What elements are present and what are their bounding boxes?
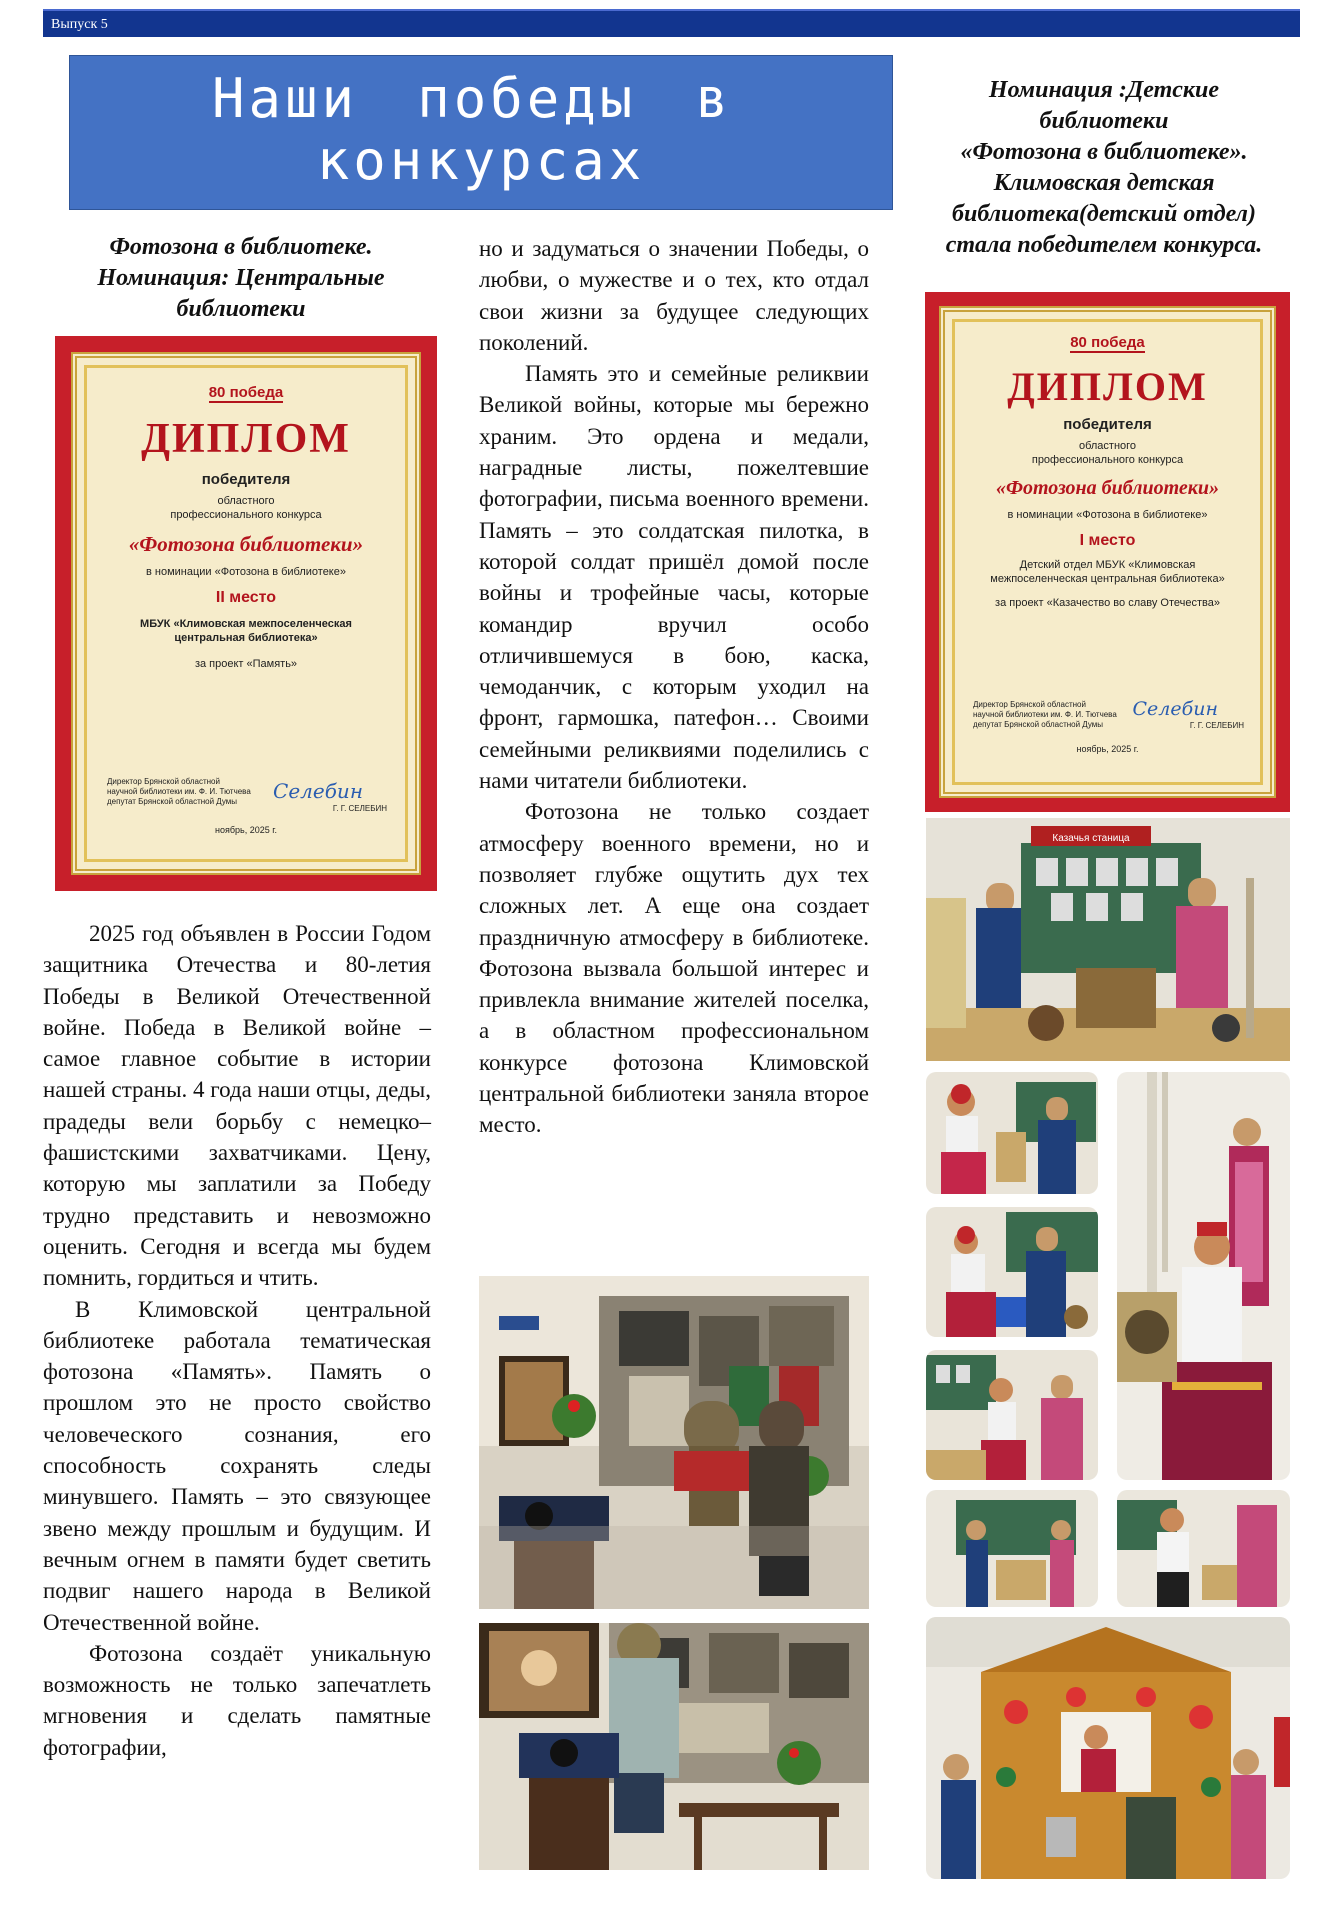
victory-80-emblem: 80 победа [208,384,284,401]
right-nomination-caption: Номинация :Детские библиотеки «Фотозона в библиотеке». Климовская детская библиотека(детский отдел) стала победителем конкурса. [945,77,1263,258]
article-column-1 [43,918,431,1763]
photo-cossack-small-1 [926,1072,1098,1194]
cossack-banner-text: Казачья станица [1052,833,1130,844]
diploma-first-place-frame: 80 победа ДИПЛОМ победителя областного профессионального конкурса «Фотозона библиотеки» в номинации «Фотозона в библиотеке» I место Детский отдел МБУК «Климовская межпоселенческая центральная библиотека» за проект «Казачество во славу Отечества» Директор Брянской областной научной библиотеки им. Ф. И. Тютчева депутат Брянской областной Думы Селебин Г. Г. СЕЛЕБИН ноябрь, 2025 г. [939,306,1276,798]
diploma-place: I место [1079,532,1136,549]
diploma-first-place [925,292,1290,812]
paragraph: но и задуматься о значении Победы, о любви, о мужестве и о тех, кто отдал свои жизни за будущее следующих поколений. [479,236,869,355]
issue-header-bar [43,9,1300,37]
victory-80-emblem: 80 победа [1070,334,1145,351]
title-line-1: Наши победы в [212,67,732,130]
photo-memory-zone-accordion [479,1276,869,1609]
diploma-heading: ДИПЛОМ [141,416,351,462]
photo-cossack-small-5 [1117,1490,1290,1607]
photo-cossack-girl-tall [1117,1072,1290,1480]
diploma-second-place-frame: 80 победа ДИПЛОМ победителя областного профессионального конкурса «Фотозона библиотеки» в номинации «Фотозона в библиотеке» II место МБУК «Климовская межпоселенческая центральная библиотека» за проект «Память» Директор Брянской областной научной библиотеки им. Ф. И. Тютчева депутат Брянской областной Думы Селебин Г. Г. СЕЛЕБИН ноябрь, 2025 г. [71,352,421,875]
director-block: Директор Брянской областной научной библиотеки им. Ф. И. Тютчева депутат Брянской областной Думы [107,777,251,806]
photo-cossack-small-2 [926,1207,1098,1337]
diploma-second-place [55,336,437,891]
left-nomination-caption: Фотозона в библиотеке. Номинация: Центральные библиотеки [97,234,385,322]
paragraph: Фотозона создаёт уникальную возможность не только запечатлеть мгновения и сделать памятные фотографии, [43,1640,431,1760]
photo-cossack-small-4 [926,1490,1098,1607]
signature: Селебин [273,779,363,803]
photo-memory-zone-gramophone [479,1623,869,1870]
signature: Селебин [1132,698,1218,720]
paragraph: В Климовской центральной библиотеке работала тематическая фотозона «Память». Память о прошлом это не просто свойство человеческого сознания, его способность сохранять следы минувшего. Память – это связующее звено между прошлым и будущим. И вечным огнем в памяти будет светить подвиг нашего народа в Великой Отечественной войне. [43,1296,431,1635]
paragraph: Память это и семейные реликвии Великой войны, которые мы бережно храним. Это ордена и медали, наградные листы, пожелтевшие фотографии, письма военного времени. Память – это солдатская пилотка, в которой солдат пришёл домой после войны и трофейные часы, которые командир вручил особо отличившемуся в бою, каска, чемоданчик, с которым уходил на фронт, гармошка, патефон… Своими семейными реликвиями поделились с нами читатели библиотеки. [479,361,869,794]
photo-cossack-hut [926,1617,1290,1879]
issue-number: Выпуск 5 [51,17,108,32]
diploma-heading: ДИПЛОМ [1007,364,1208,409]
page-title [69,55,893,210]
paragraph: Фотозона не только создает атмосферу военного времени, но и позволяет глубже ощутить дух тех сложных лет. А еще она создает праздничную атмосферу в библиотеке. Фотозона вызвала большой интерес и привлекла внимание жителей поселка, а в областном профессиональном конкурсе фотозона Климовской центральной библиотеки заняла второе место. [479,799,869,1138]
title-line-2: конкурсах [316,129,646,192]
article-column-2 [479,233,869,1141]
photo-cossack-small-3 [926,1350,1098,1480]
paragraph: 2025 год объявлен в России Годом защитника Отечества и 80-летия Победы в Великой Отечественной войне. Победа в Великой войне – самое главное событие в истории нашей страны. 4 года наши отцы, деды, прадеды вели борьбу с немецко–фашистскими захватчиками. Цену, которую мы заплатили за Победу трудно представить и невозможно оценить. Сегодня и всегда мы будем помнить, гордиться и чтить. [43,921,431,1291]
director-block: Директор Брянской областной научной библиотеки им. Ф. И. Тютчева депутат Брянской областной Думы [973,700,1117,729]
photo-cossack-zone-main [926,818,1290,1061]
diploma-place: II место [215,589,277,606]
